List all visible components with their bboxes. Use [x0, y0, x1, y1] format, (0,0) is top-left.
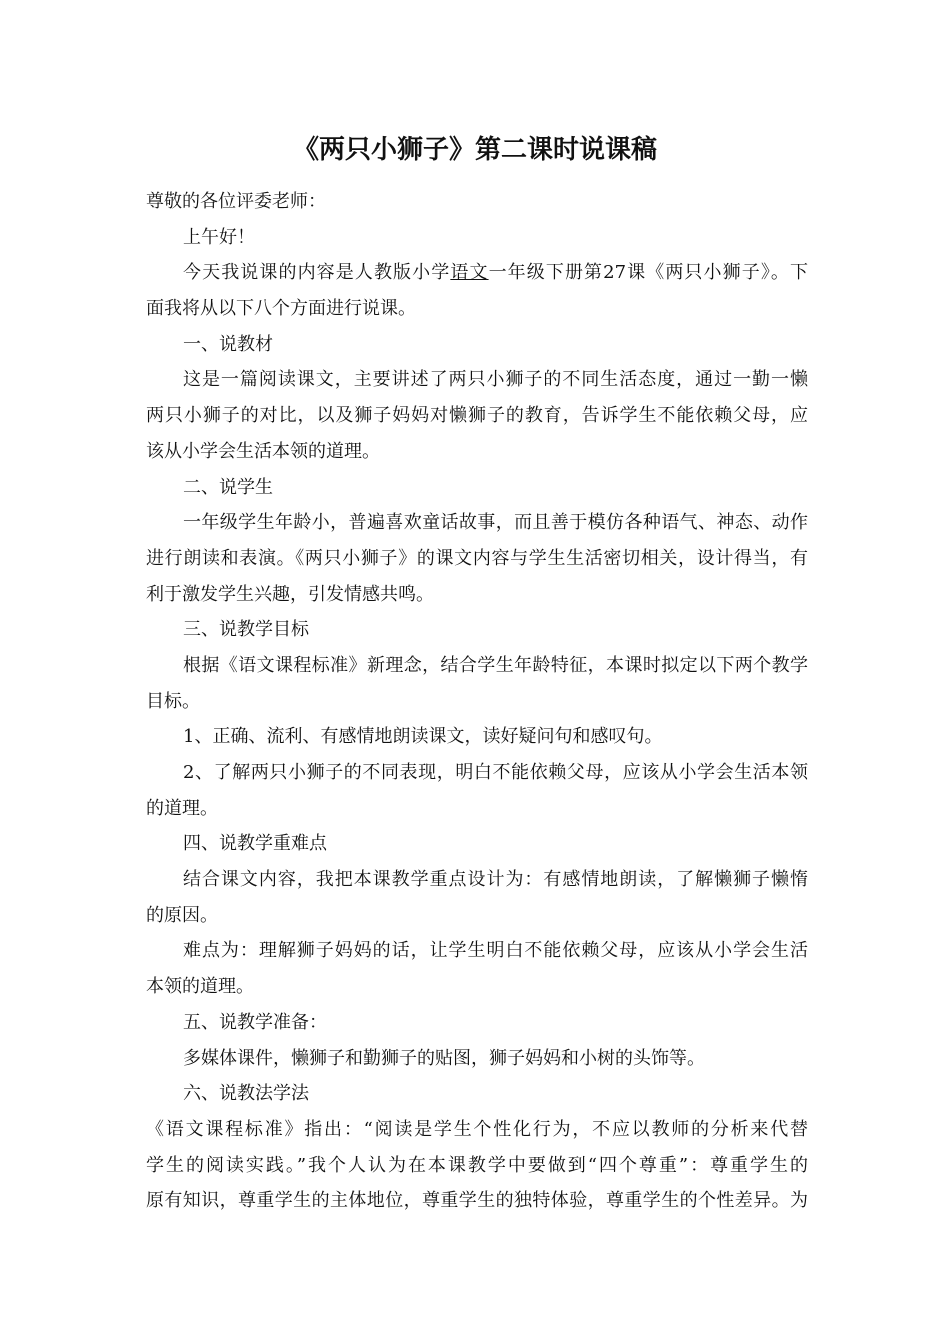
document-title: 《两只小狮子》第二课时说课稿 [292, 135, 657, 165]
document-body [146, 184, 808, 1219]
text-line: 学生的阅读实践。”我个人认为在本课教学中要做到“四个尊重”：尊重学生的 [146, 1154, 808, 1176]
text-segment: 一年级下册第27课《两只小狮子》。下 [488, 262, 809, 284]
text-line: 进行朗读和表演。《两只小狮子》的课文内容与学生生活密切相关，设计得当，有 [146, 547, 808, 569]
text-line: 该从小学会生活本领的道理。 [146, 440, 380, 462]
text-line: 《语文课程标准》指出：“阅读是学生个性化行为，不应以教师的分析来代替 [146, 1118, 808, 1140]
text-line: 目标。 [146, 690, 200, 712]
text-line [146, 255, 808, 291]
text-line: 的原因。 [146, 904, 218, 926]
text-line: 面我将从以下八个方面进行说课。 [146, 298, 416, 320]
text-line: 尊敬的各位评委老师： [146, 191, 326, 212]
text-line: 两只小狮子的对比，以及狮子妈妈对懒狮子的教育，告诉学生不能依赖父母，应 [146, 405, 808, 427]
text-line: 三、说教学目标 [183, 619, 309, 641]
text-line: 四、说教学重难点 [183, 833, 327, 855]
text-line: 这是一篇阅读课文，主要讲述了两只小狮子的不同生活态度，通过一勤一懒 [183, 369, 808, 391]
text-line: 结合课文内容，我把本课教学重点设计为：有感情地朗读，了解懒狮子懒惰 [183, 869, 808, 891]
text-line: 五、说教学准备： [183, 1011, 327, 1033]
text-line: 六、说教法学法 [183, 1083, 309, 1105]
text-line: 多媒体课件，懒狮子和勤狮子的贴图，狮子妈妈和小树的头饰等。 [183, 1047, 705, 1069]
text-line: 2、了解两只小狮子的不同表现，明白不能依赖父母，应该从小学会生活本领 [183, 762, 808, 783]
text-segment: 今天我说课的内容是人教版小学 [183, 262, 451, 284]
text-line: 根据《语文课程标准》新理念，结合学生年龄特征，本课时拟定以下两个教学 [183, 654, 808, 676]
text-line: 一、说教材 [183, 333, 273, 355]
text-line: 本领的道理。 [146, 976, 254, 998]
text-line: 一年级学生年龄小，普遍喜欢童话故事，而且善于模仿各种语气、神态、动作 [183, 512, 808, 534]
text-line: 1、正确、流利、有感情地朗读课文，读好疑问句和感叹句。 [183, 726, 663, 748]
text-line: 上午好！ [183, 226, 255, 248]
underlined-text: 语文 [450, 262, 489, 284]
text-line: 二、说学生 [183, 476, 273, 498]
text-line: 利于激发学生兴趣，引发情感共鸣。 [146, 583, 434, 605]
text-line: 难点为：理解狮子妈妈的话，让学生明白不能依赖父母，应该从小学会生活 [183, 940, 808, 962]
text-line: 原有知识，尊重学生的主体地位，尊重学生的独特体验，尊重学生的个性差异。为 [146, 1190, 808, 1212]
text-line: 的道理。 [146, 797, 218, 819]
